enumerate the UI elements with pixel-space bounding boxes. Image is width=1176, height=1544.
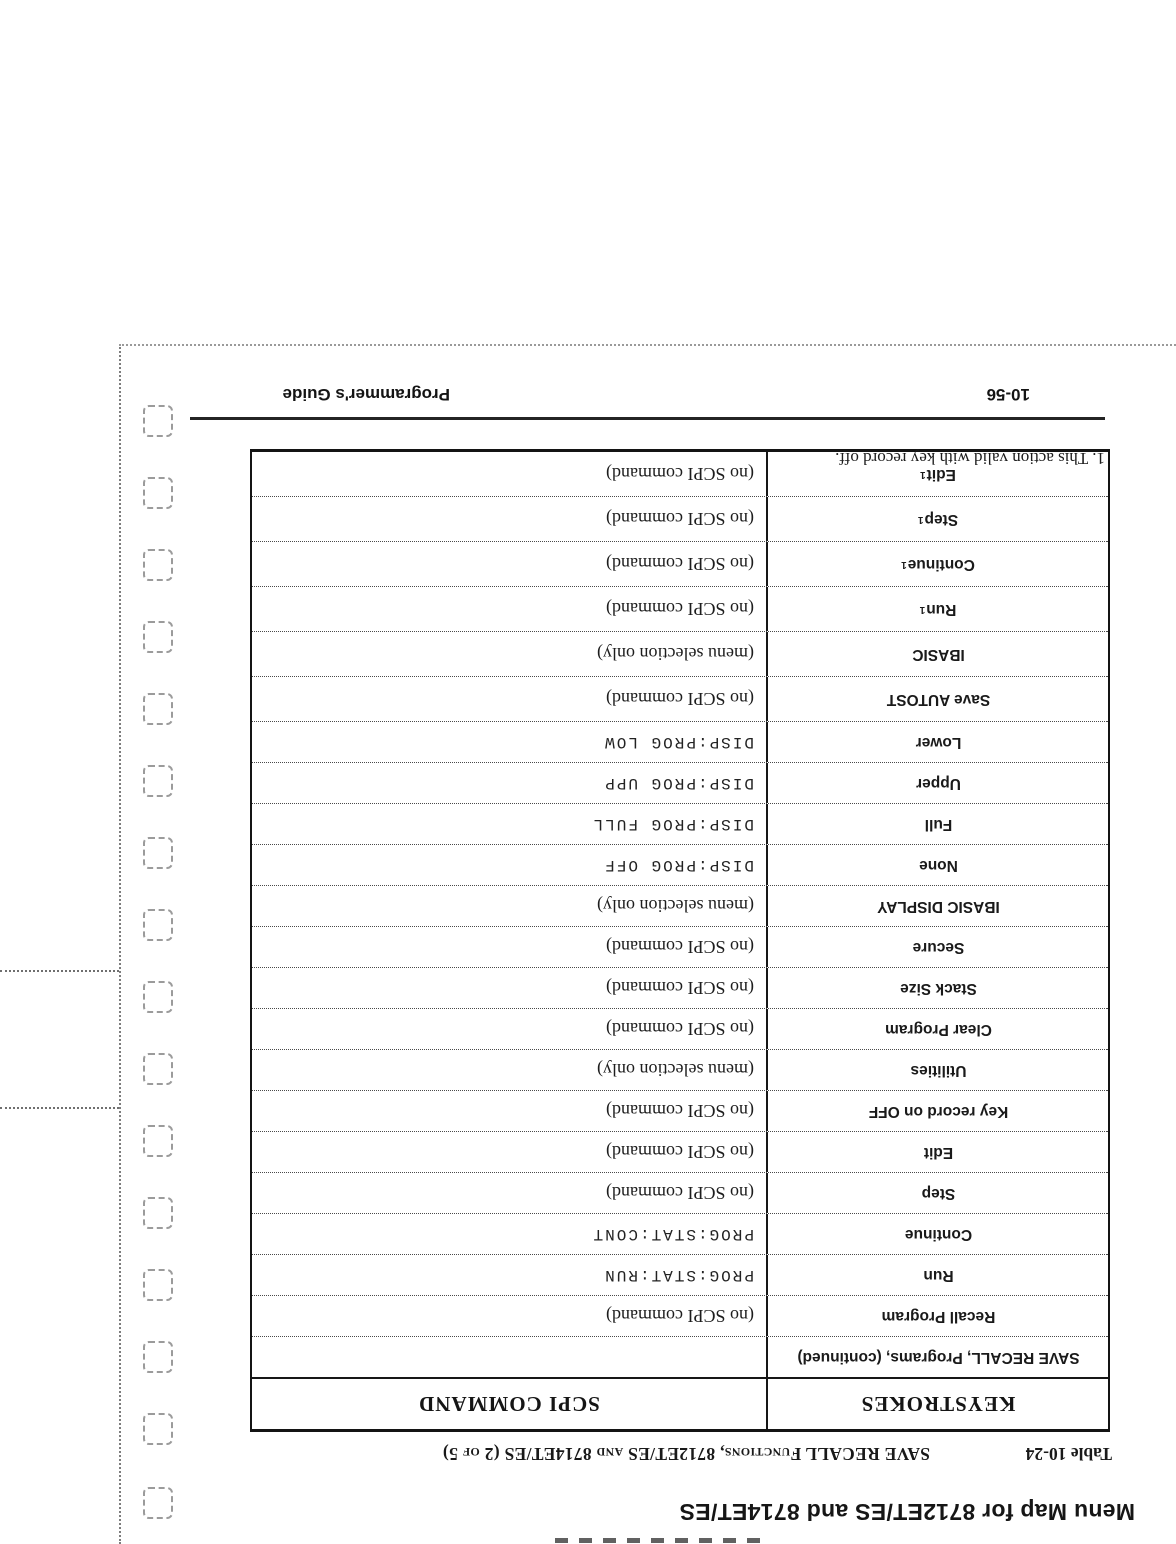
punch-hole bbox=[143, 1197, 173, 1229]
scpi-command-cell bbox=[252, 1050, 766, 1090]
scpi-command-text: (menu selection only) bbox=[597, 644, 754, 665]
punch-hole bbox=[143, 1053, 173, 1085]
column-header-scpi-command: SCPI COMMAND bbox=[418, 1392, 600, 1417]
keystroke-cell: Continue 1 bbox=[766, 542, 1108, 586]
scpi-command-cell bbox=[252, 1091, 766, 1131]
keystroke-cell: Edit 1 bbox=[766, 452, 1108, 496]
scpi-command-cell bbox=[252, 845, 766, 885]
punch-hole bbox=[143, 621, 173, 653]
table-row bbox=[252, 1049, 1108, 1090]
keystroke-label: Continue bbox=[904, 1226, 973, 1244]
scpi-command-cell bbox=[252, 677, 766, 721]
scpi-command-cell bbox=[252, 587, 766, 631]
column-header-keystrokes: KEYSTROKES bbox=[766, 1379, 1108, 1429]
scpi-command-text: (menu selection only) bbox=[597, 1060, 754, 1081]
scpi-command-cell bbox=[252, 968, 766, 1008]
punch-hole bbox=[143, 405, 173, 437]
punch-hole bbox=[143, 981, 173, 1013]
scpi-command-cell bbox=[252, 1173, 766, 1213]
scpi-command-cell bbox=[252, 1132, 766, 1172]
punch-hole bbox=[143, 549, 173, 581]
scpi-command-text: (no SCPI command) bbox=[606, 599, 754, 620]
keystroke-cell bbox=[766, 1296, 1108, 1336]
keystroke-label: Stack Size bbox=[900, 980, 977, 998]
keystroke-cell bbox=[766, 1255, 1108, 1295]
keystroke-cell bbox=[766, 845, 1108, 885]
table-row bbox=[252, 762, 1108, 803]
running-header: Menu Map for 8712ET/ES and 8714ET/ES bbox=[679, 1499, 1135, 1525]
keystroke-cell bbox=[766, 1214, 1108, 1254]
table-row bbox=[252, 1131, 1108, 1172]
keystroke-label: Run bbox=[926, 601, 957, 619]
scpi-command-cell bbox=[252, 1255, 766, 1295]
table-row bbox=[252, 803, 1108, 844]
keystroke-cell: Run 1 bbox=[766, 587, 1108, 631]
scpi-command-text: (no SCPI command) bbox=[606, 509, 754, 530]
scpi-command-table bbox=[250, 449, 1110, 1432]
scpi-command-text: (no SCPI command) bbox=[606, 689, 754, 710]
table-number: Table 10-24 bbox=[1025, 1444, 1112, 1464]
punch-hole bbox=[143, 1413, 173, 1445]
keystroke-cell bbox=[766, 927, 1108, 967]
keystroke-label: Full bbox=[924, 816, 953, 834]
table-row bbox=[252, 586, 1108, 631]
table-row bbox=[252, 844, 1108, 885]
punch-hole bbox=[143, 1269, 173, 1301]
perforation-dotted-line bbox=[0, 1107, 119, 1109]
keystroke-label: Edit bbox=[926, 466, 956, 484]
footer-guide-title: Programmer's Guide bbox=[282, 385, 450, 404]
punch-hole bbox=[143, 1341, 173, 1373]
punch-hole bbox=[143, 477, 173, 509]
keystroke-label: Step bbox=[924, 511, 959, 529]
table-body bbox=[252, 452, 1108, 1377]
table-footnote: 1. This action valid with key record off. bbox=[835, 449, 1105, 468]
keystroke-label: Lower bbox=[915, 734, 962, 752]
punch-hole bbox=[143, 765, 173, 797]
scpi-command-text: (no SCPI command) bbox=[606, 1306, 754, 1327]
keystroke-cell bbox=[766, 677, 1108, 721]
scpi-command-text: (no SCPI command) bbox=[606, 464, 754, 485]
keystroke-label: None bbox=[919, 857, 958, 875]
keystroke-cell bbox=[766, 1173, 1108, 1213]
punch-hole bbox=[143, 837, 173, 869]
keystroke-label: Save AUTOST bbox=[886, 691, 991, 709]
table-row bbox=[252, 631, 1108, 676]
keystroke-cell bbox=[766, 722, 1108, 762]
scpi-command-text: (no SCPI command) bbox=[606, 1019, 754, 1040]
table-row bbox=[252, 926, 1108, 967]
table-title: SAVE RECALL Functions, 8712ET/ES and 8714ET/ES (2 of 5) bbox=[442, 1444, 930, 1464]
scpi-command-cell bbox=[252, 1337, 766, 1377]
keystroke-label: Key record on OFF bbox=[868, 1103, 1009, 1121]
keystroke-label: Clear Program bbox=[885, 1021, 992, 1039]
keystroke-cell bbox=[766, 1091, 1108, 1131]
scpi-command-cell bbox=[252, 1009, 766, 1049]
scan-cutoff-artifact bbox=[555, 1538, 760, 1543]
scpi-command-cell bbox=[252, 927, 766, 967]
table-row bbox=[252, 1295, 1108, 1336]
table-row bbox=[252, 1254, 1108, 1295]
table-header-row bbox=[252, 1377, 1108, 1429]
table-row bbox=[252, 1008, 1108, 1049]
keystroke-cell bbox=[766, 804, 1108, 844]
scpi-command-text: PROG:STAT:RUN bbox=[603, 1266, 754, 1284]
scpi-command-text: (no SCPI command) bbox=[606, 554, 754, 575]
table-row bbox=[252, 496, 1108, 541]
table-row bbox=[252, 721, 1108, 762]
scpi-command-cell bbox=[252, 763, 766, 803]
punch-hole bbox=[143, 1487, 173, 1519]
scpi-command-cell bbox=[252, 497, 766, 541]
table-row bbox=[252, 1172, 1108, 1213]
keystroke-label: Run bbox=[923, 1267, 954, 1285]
footer-rule bbox=[190, 417, 1105, 420]
scpi-command-cell bbox=[252, 886, 766, 926]
scpi-command-text: (no SCPI command) bbox=[606, 1101, 754, 1122]
table-row bbox=[252, 676, 1108, 721]
scpi-command-cell bbox=[252, 1214, 766, 1254]
keystroke-cell bbox=[766, 968, 1108, 1008]
keystroke-label: Continue bbox=[907, 556, 975, 574]
keystroke-label: Step bbox=[921, 1185, 956, 1203]
keystroke-label: Edit bbox=[923, 1144, 954, 1162]
table-row bbox=[252, 1090, 1108, 1131]
keystroke-cell bbox=[766, 1009, 1108, 1049]
scpi-command-text: PROG:STAT:CONT bbox=[591, 1225, 754, 1243]
scpi-command-cell bbox=[252, 632, 766, 676]
scpi-command-text: (no SCPI command) bbox=[606, 1142, 754, 1163]
scpi-command-text: DISP:PROG FULL bbox=[591, 815, 754, 833]
punch-hole bbox=[143, 1125, 173, 1157]
table-caption bbox=[242, 1440, 1112, 1464]
perforation-dotted-line bbox=[0, 970, 119, 972]
scpi-command-text: DISP:PROG UPP bbox=[603, 774, 754, 792]
keystroke-cell bbox=[766, 1132, 1108, 1172]
keystroke-label: Secure bbox=[912, 939, 965, 957]
keystroke-cell bbox=[766, 763, 1108, 803]
paper-edge-vertical-dotted-line bbox=[119, 344, 121, 1544]
punch-hole bbox=[143, 693, 173, 725]
punch-hole bbox=[143, 909, 173, 941]
table-row bbox=[252, 885, 1108, 926]
keystroke-label: SAVE RECALL, Programs, (continued) bbox=[797, 1349, 1080, 1367]
keystroke-label: Utilities bbox=[910, 1062, 967, 1080]
keystroke-label: Upper bbox=[916, 775, 961, 793]
scpi-command-cell bbox=[252, 542, 766, 586]
scpi-command-cell bbox=[252, 804, 766, 844]
keystroke-label: Recall Program bbox=[881, 1308, 996, 1326]
table-row bbox=[252, 967, 1108, 1008]
scpi-command-text: (no SCPI command) bbox=[606, 1183, 754, 1204]
scpi-command-cell bbox=[252, 1296, 766, 1336]
keystroke-cell bbox=[766, 1337, 1108, 1377]
table-row bbox=[252, 1213, 1108, 1254]
scpi-command-text: (no SCPI command) bbox=[606, 937, 754, 958]
scpi-command-text: DISP:PROG OFF bbox=[603, 856, 754, 874]
keystroke-cell bbox=[766, 632, 1108, 676]
keystroke-cell bbox=[766, 886, 1108, 926]
footer-page-number: 10-56 bbox=[986, 385, 1030, 404]
table-row bbox=[252, 541, 1108, 586]
keystroke-cell: Step 1 bbox=[766, 497, 1108, 541]
scpi-command-text: (no SCPI command) bbox=[606, 978, 754, 999]
scpi-command-cell bbox=[252, 722, 766, 762]
scpi-command-text: (menu selection only) bbox=[597, 896, 754, 917]
keystroke-label: IBASIC bbox=[912, 646, 965, 664]
scpi-command-text: DISP:PROG LOW bbox=[603, 733, 754, 751]
keystroke-label: IBASIC DISPLAY bbox=[877, 898, 1000, 916]
paper-edge-horizontal-dotted-line bbox=[119, 344, 1176, 346]
keystroke-cell bbox=[766, 1050, 1108, 1090]
table-row bbox=[252, 1336, 1108, 1377]
